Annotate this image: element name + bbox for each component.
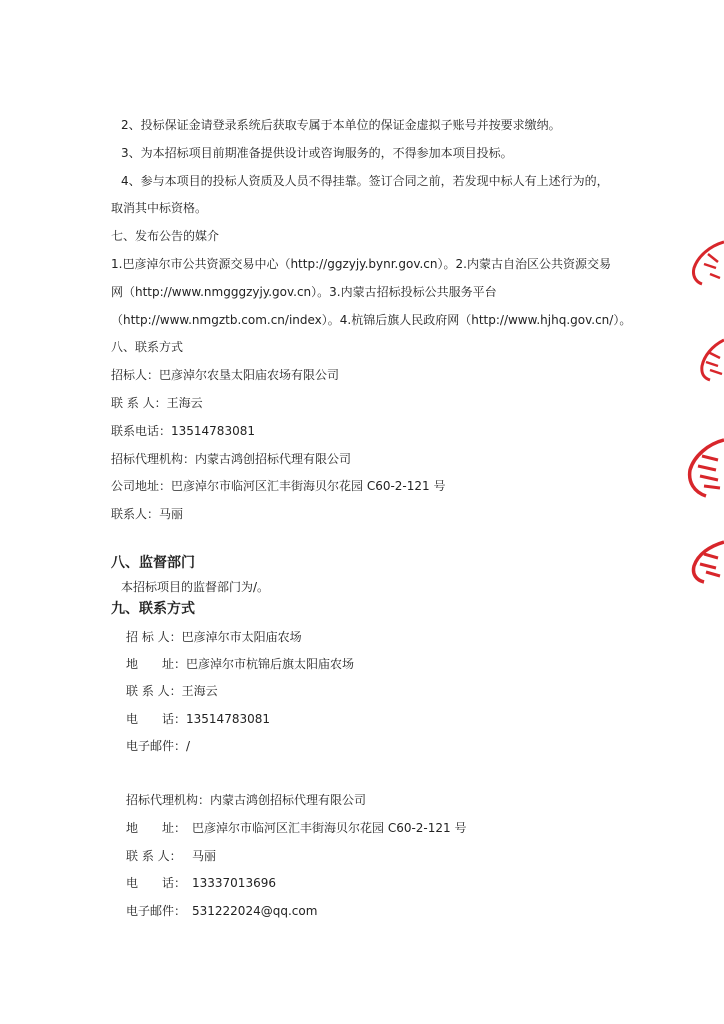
tenderer-row-contact xyxy=(126,683,218,699)
tenderer-row-phone xyxy=(126,711,270,727)
contact-a-address: 公司地址：巴彦淖尔市临河区汇丰街海贝尔花园 C60-2-121 号 xyxy=(111,479,446,493)
contact-a-agency-person: 联系人：马丽 xyxy=(111,507,184,521)
field-label: 地 址： xyxy=(126,657,187,671)
contact-a-phone: 联系电话：13514783081 xyxy=(111,424,255,438)
agency-row-name xyxy=(126,792,366,808)
tenderer-row-address xyxy=(126,656,354,672)
note-2: 2、投标保证金请登录系统后获取专属于本单位的保证金虚拟子账号并按要求缴纳。 xyxy=(121,118,561,132)
field-label: 联 系 人： xyxy=(126,849,182,863)
tenderer-row-name xyxy=(126,629,302,645)
field-label: 地 址： xyxy=(126,821,187,835)
field-value: 13514783081 xyxy=(186,712,270,726)
media-line-2: 网（http://www.nmgggzyjy.gov.cn）。3.内蒙古招标投标公共服务平台 xyxy=(111,285,497,299)
note-4-cont: 取消其中标资格。 xyxy=(111,201,208,215)
contact-b-heading: 九、联系方式 xyxy=(111,601,195,617)
field-label: 电 话： xyxy=(126,712,187,726)
seal-fragment-4 xyxy=(686,540,724,584)
agency-row-address xyxy=(126,820,466,836)
field-value: 王海云 xyxy=(181,684,218,698)
seal-fragment-3 xyxy=(686,438,724,498)
field-value: 13337013696 xyxy=(192,876,276,890)
field-value: 巴彦淖尔市杭锦后旗太阳庙农场 xyxy=(186,657,355,671)
seal-fragment-2 xyxy=(692,338,724,382)
field-value: / xyxy=(186,739,191,753)
contact-a-tenderer: 招标人：巴彦淖尔农垦太阳庙农场有限公司 xyxy=(111,368,340,382)
agency-row-phone xyxy=(126,875,276,891)
supervision-heading: 八、监督部门 xyxy=(111,555,195,571)
note-3: 3、为本招标项目前期准备提供设计或咨询服务的，不得参加本项目投标。 xyxy=(121,146,513,160)
agency-row-contact xyxy=(126,848,216,864)
field-label: 招 标 人： xyxy=(126,630,182,644)
field-value: 马丽 xyxy=(192,849,217,863)
field-label: 电子邮件： xyxy=(126,739,187,753)
field-value: 531222024@qq.com xyxy=(192,904,318,918)
media-line-1: 1.巴彦淖尔市公共资源交易中心（http://ggzyjy.bynr.gov.cn）。2.内蒙古自治区公共资源交易 xyxy=(111,257,611,271)
supervision-text: 本招标项目的监督部门为/。 xyxy=(121,580,270,594)
field-value: 巴彦淖尔市太阳庙农场 xyxy=(181,630,302,644)
media-line-3: （http://www.nmgztb.com.cn/index）。4.杭锦后旗人民政府网（http://www.hjhq.gov.cn/）。 xyxy=(111,313,632,327)
contact-a-heading: 八、联系方式 xyxy=(111,340,184,354)
media-heading: 七、发布公告的媒介 xyxy=(111,229,220,243)
tenderer-row-email xyxy=(126,738,190,754)
agency-row-email xyxy=(126,903,317,919)
field-label: 电子邮件： xyxy=(126,904,187,918)
field-label: 招标代理机构： xyxy=(126,793,211,807)
contact-a-agency: 招标代理机构：内蒙古鸿创招标代理有限公司 xyxy=(111,452,352,466)
seal-fragment-1 xyxy=(688,238,724,286)
field-value: 巴彦淖尔市临河区汇丰街海贝尔花园 C60-2-121 号 xyxy=(192,821,467,835)
field-label: 电 话： xyxy=(126,876,187,890)
field-value: 内蒙古鸿创招标代理有限公司 xyxy=(210,793,367,807)
note-4: 4、参与本项目的投标人资质及人员不得挂靠。签订合同之前，若发现中标人有上述行为的， xyxy=(121,174,609,188)
contact-a-person: 联 系 人：王海云 xyxy=(111,396,203,410)
field-label: 联 系 人： xyxy=(126,684,182,698)
